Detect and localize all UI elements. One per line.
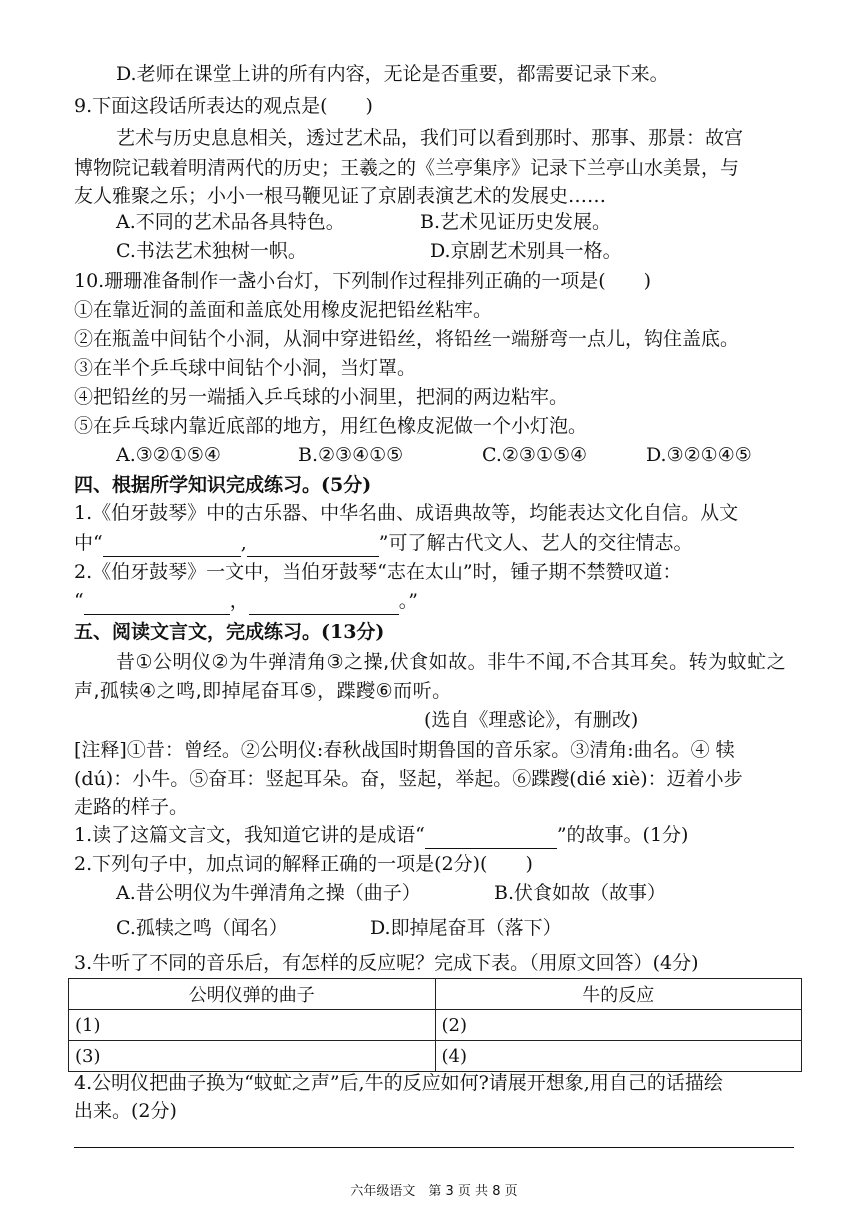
q1-tail: ”的故事。(1分) xyxy=(556,824,689,846)
page-footer: 六年级语文 第 3 页 共 8 页 xyxy=(350,1184,518,1199)
q10-option-c: C.②③①⑤④ xyxy=(482,444,588,466)
section5-q1 xyxy=(74,821,688,849)
table-header: 牛的反应 xyxy=(435,979,802,1010)
answer-blank[interactable] xyxy=(425,828,557,849)
q9-passage-line: 博物院记载着明清两代的历史；王羲之的《兰亭集序》记录下兰亭山水美景，与 xyxy=(74,157,740,179)
section4-q1-line2 xyxy=(74,529,692,557)
q8-option-d: D.老师在课堂上讲的所有内容，无论是否重要，都需要记录下来。 xyxy=(116,63,669,85)
comma: ， xyxy=(229,590,249,612)
q10-option-a: A.③②①⑤④ xyxy=(116,444,221,466)
q10-step: ③在半个乒乓球中间钻个小洞，当灯罩。 xyxy=(74,357,417,379)
q9-option-a: A.不同的艺术品各具特色。 xyxy=(116,211,345,233)
answer-table xyxy=(68,978,802,1072)
q2-option-b: B.伏食如故（故事） xyxy=(494,882,667,904)
q9-passage-line: 艺术与历史息息相关，透过艺术品，我们可以看到那时、那事、那景：故宫 xyxy=(116,127,744,149)
q10-option-d: D.③②①④⑤ xyxy=(646,444,752,466)
notes-line3: 走路的样子。 xyxy=(74,796,189,818)
q1-line2-tail: ”可了解古代文人、艺人的交往情志。 xyxy=(378,532,693,554)
q10-option-b: B.②③④①⑤ xyxy=(298,444,404,466)
section5-q4-line1: 4.公明仪把曲子换为“蚊虻之声”后,牛的反应如何?请展开想象,用自己的话描绘 xyxy=(74,1072,723,1094)
section5-q4-line2: 出来。(2分) xyxy=(74,1100,177,1122)
section4-q2-line1: 2.《伯牙鼓琴》一文中，当伯牙鼓琴“志在太山”时，锺子期不禁赞叹道： xyxy=(74,561,682,583)
q9-option-c: C.书法艺术独树一帜。 xyxy=(116,240,307,262)
table-cell[interactable]: (3) xyxy=(69,1041,436,1072)
answer-line[interactable] xyxy=(74,1147,794,1148)
table-row xyxy=(69,1010,802,1041)
quote-open: 中“ xyxy=(74,532,103,554)
answer-blank[interactable] xyxy=(247,536,379,557)
q2-option-a: A.昔公明仪为牛弹清角之操（曲子） xyxy=(116,882,421,904)
q10-step: ②在瓶盖中间钻个小洞，从洞中穿进铅丝，将铅丝一端掰弯一点儿，钩住盖底。 xyxy=(74,328,740,350)
q10-step: ④把铅丝的另一端插入乒乓球的小洞里，把洞的两边粘牢。 xyxy=(74,386,569,408)
section4-q1-line1: 1.《伯牙鼓琴》中的古乐器、中华名曲、成语典故等，均能表达文化自信。从文 xyxy=(74,502,739,524)
q1-stem: 1.读了这篇文言文，我知道它讲的是成语“ xyxy=(74,824,425,846)
notes-line2: (dú)：小牛。⑤奋耳：竖起耳朵。奋，竖起，举起。⑥蹀躞(dié xiè)：迈着小步 xyxy=(74,768,743,790)
answer-blank[interactable] xyxy=(103,536,241,557)
table-cell[interactable]: (1) xyxy=(69,1010,436,1041)
section4-title: 四、根据所学知识完成练习。(5分) xyxy=(74,474,372,496)
q9-option-d: D.京剧艺术别具一格。 xyxy=(430,240,622,262)
table-cell[interactable]: (4) xyxy=(435,1041,802,1072)
q10-step: ①在靠近洞的盖面和盖底处用橡皮泥把铅丝粘牢。 xyxy=(74,299,493,321)
q9-option-b: B.艺术见证历史发展。 xyxy=(420,211,612,233)
section5-q3-stem: 3.牛听了不同的音乐后，有怎样的反应呢？完成下表。（用原文回答）(4分) xyxy=(74,952,699,974)
table-cell[interactable]: (2) xyxy=(435,1010,802,1041)
comma: , xyxy=(240,532,247,554)
notes-line1: [注释]①昔：曾经。②公明仪:春秋战国时期鲁国的音乐家。③清角:曲名。④ 犊 xyxy=(74,739,735,761)
table-row xyxy=(69,1041,802,1072)
quote-close: 。” xyxy=(398,590,418,612)
quote-open: “ xyxy=(74,590,84,612)
q2-option-c: C.孤犊之鸣（闻名） xyxy=(116,917,288,939)
answer-blank[interactable] xyxy=(249,594,399,615)
section5-title: 五、阅读文言文，完成练习。(13分) xyxy=(74,621,385,643)
q9-stem: 9.下面这段话所表达的观点是( ) xyxy=(74,95,373,117)
classical-text-line1: 昔①公明仪②为牛弹清角③之操,伏食如故。非牛不闻,不合其耳矣。转为蚊虻之 xyxy=(116,651,787,673)
source-citation: (选自《理惑论》，有删改) xyxy=(424,709,639,731)
answer-blank[interactable] xyxy=(84,594,230,615)
q10-stem: 10.珊珊准备制作一盏小台灯，下列制作过程排列正确的一项是( ) xyxy=(74,270,652,292)
section4-q2-line2 xyxy=(74,587,418,615)
section5-q2-stem: 2.下列句子中，加点词的解释正确的一项是(2分)( ) xyxy=(74,853,533,875)
table-header: 公明仪弹的曲子 xyxy=(69,979,436,1010)
q2-option-d: D.即掉尾奋耳（落下） xyxy=(370,917,562,939)
classical-text-line2: 声,孤犊④之鸣,即掉尾奋耳⑤，蹀躞⑥而听。 xyxy=(74,680,452,702)
q9-passage-line: 友人雅聚之乐；小小一根马鞭见证了京剧表演艺术的发展史…… xyxy=(74,185,607,207)
q10-step: ⑤在乒乓球内靠近底部的地方，用红色橡皮泥做一个小灯泡。 xyxy=(74,415,588,437)
